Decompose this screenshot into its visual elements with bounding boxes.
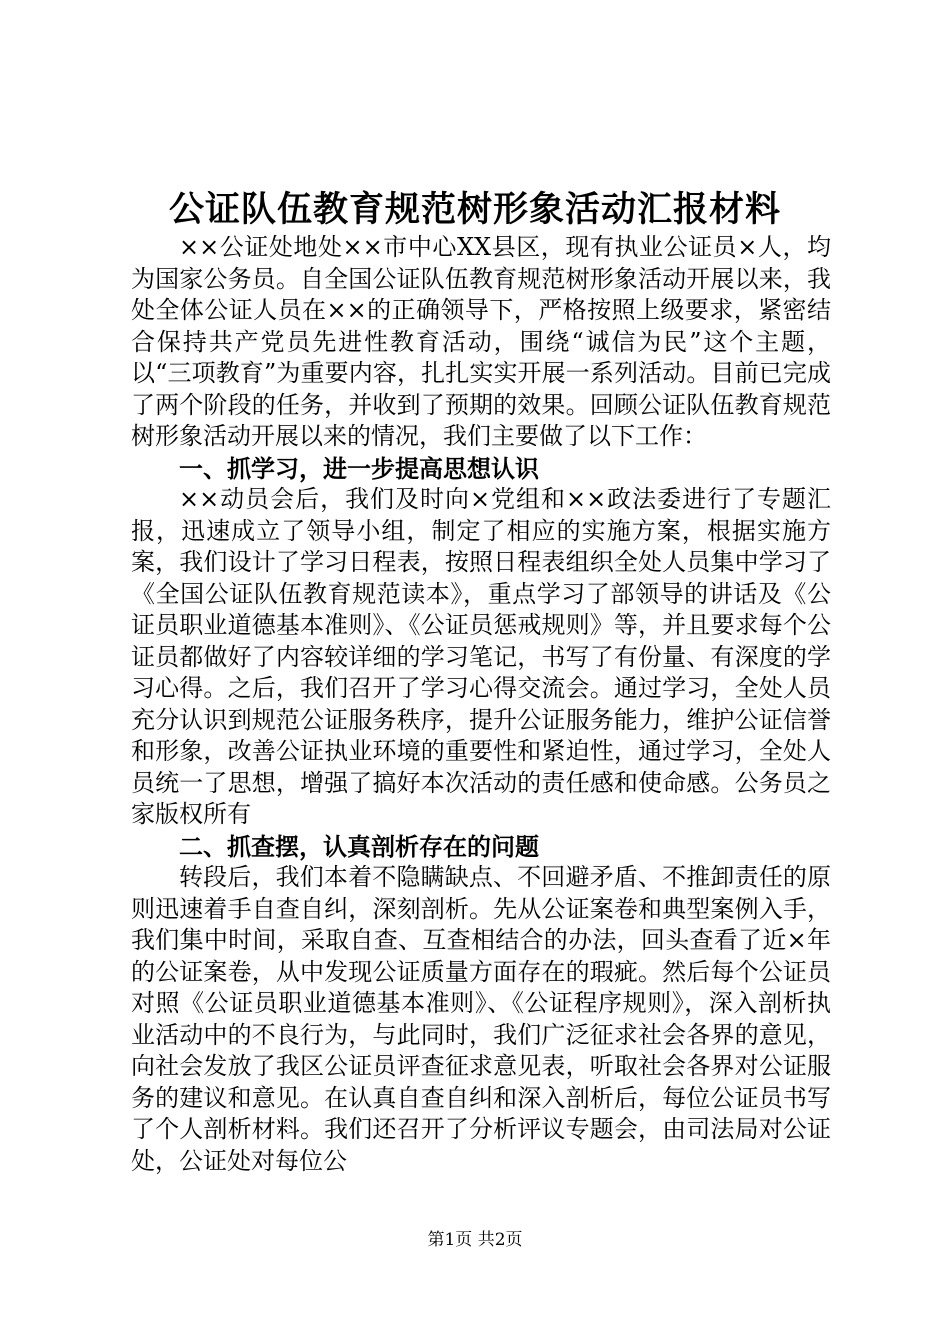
document-title: 公证队伍教育规范树形象活动汇报材料 — [168, 189, 781, 230]
document-body — [131, 232, 831, 1177]
section-heading-review: 二、抓查摆，认真剖析存在的问题 — [179, 831, 539, 861]
review-paragraph: 转段后，我们本着不隐瞒缺点、不回避矛盾、不推卸责任的原则迅速着手自查自纠，深刻剖析。先从公证案卷和典型案例入手，我们集中时间，采取自查、互查相结合的办法，回头查看了近×年的公证案卷，从中发现公证质量方面存在的瑕疵。然后每个公证员对照《公证员职业道德基本准则》、《公证程序规则》，深入剖析执业活动中的不良行为，与此同时，我们广泛征求社会各界的意见，向社会发放了我区公证员评查征求意见表，听取社会各界对公证服务的建议和意见。在认真自查自纠和深入剖析后，每位公证员书写了个人剖析材料。我们还召开了分析评议专题会，由司法局对公证处，公证处对每位公 — [131, 863, 831, 1175]
study-paragraph: ××动员会后，我们及时向×党组和××政法委进行了专题汇报，迅速成立了领导小组，制定了相应的实施方案，根据实施方案，我们设计了学习日程表，按照日程表组织全处人员集中学习了《全国公证队伍教育规范读本》，重点学习了部领导的讲话及《公证员职业道德基本准则》、《公证员惩戒规则》等，并且要求每个公证员都做好了内容较详细的学习笔记，书写了有份量、有深度的学习心得。之后，我们召开了学习心得交流会。通过学习，全处人员充分认识到规范公证服务秩序，提升公证服务能力，维护公证信誉和形象，改善公证执业环境的重要性和紧迫性，通过学习，全处人员统一了思想，增强了搞好本次活动的责任感和使命感。公务员之家版权所有 — [131, 485, 831, 828]
section-heading-study: 一、抓学习，进一步提高思想认识 — [179, 453, 539, 483]
page-number-footer: 第1页 共2页 — [427, 1230, 523, 1250]
intro-paragraph: ××公证处地处××市中心XX县区，现有执业公证员×人，均为国家公务员。自全国公证队伍教育规范树形象活动开展以来，我处全体公证人员在××的正确领导下，严格按照上级要求，紧密结合保持共产党员先进性教育活动，围绕“诚信为民”这个主题，以“三项教育”为重要内容，扎扎实实开展一系列活动。目前已完成了两个阶段的任务，并收到了预期的效果。回顾公证队伍教育规范树形象活动开展以来的情况，我们主要做了以下工作： — [131, 233, 831, 450]
